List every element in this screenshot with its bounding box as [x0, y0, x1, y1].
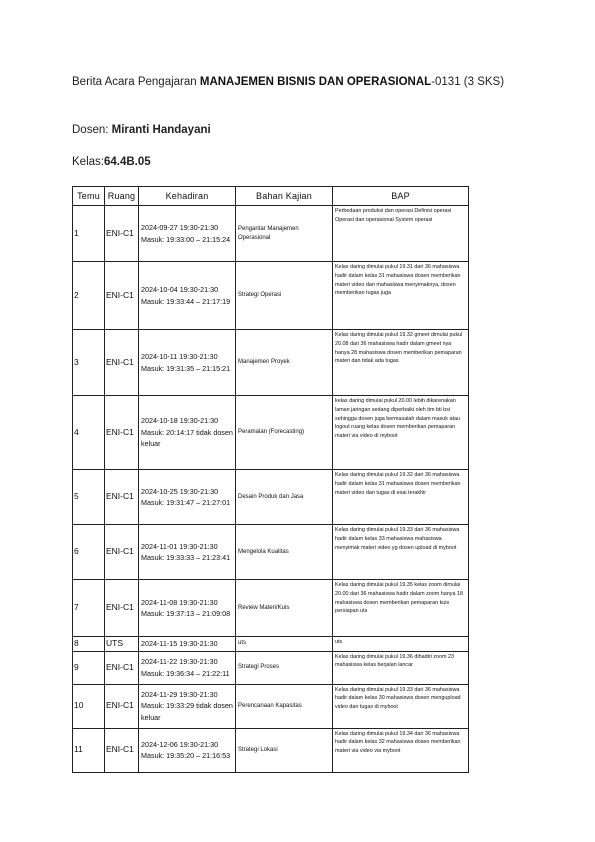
cell-kehadiran: 2024-10-11 19:30-21:30 Masuk: 19:31:35 – 21:15:21: [139, 330, 236, 396]
course-code: -0131 (3 SKS): [431, 76, 505, 88]
cell-temu: 3: [73, 330, 105, 396]
cell-kehadiran: 2024-11-08 19:30-21:30 Masuk: 19:37:13 – 21:09:08: [139, 580, 236, 637]
cell-ruang: ENI-C1: [105, 525, 139, 580]
cell-bahan-kajian: Pengantar Manajemen Operasional: [236, 206, 333, 262]
cell-kehadiran: 2024-11-29 19:30-21:30 Masuk: 19:33:29 tidak dosen keluar: [139, 684, 236, 728]
cell-kehadiran: 2024-11-15 19:30-21:30: [139, 637, 236, 652]
cell-bap: Kelas daring dimulai pukul 19.33 dari 36 mahasiswa hadir dalam kelas 33 mahasiswa mahasiswa menyimak materi video yg dosen upload di myboot: [333, 525, 469, 580]
cell-kehadiran: 2024-09-27 19:30-21:30 Masuk: 19:33:00 – 21:15:24: [139, 206, 236, 262]
cell-bap: Perbedaan produksi dan operasi Definisi operasi Operasi dan operasional System operasi: [333, 206, 469, 262]
cell-kehadiran: 2024-11-01 19:30-21:30 Masuk: 19:33:33 – 21:23:41: [139, 525, 236, 580]
kelas-value: 64.4B.05: [103, 156, 151, 168]
cell-ruang: ENI-C1: [105, 728, 139, 772]
cell-bap: Kelas daring dimulai pukul 19.32 dari 36 mahasiswa hadir dalam kelas 31 mahasiswa dosen memberikan materi video dan tugas di esai terakhir: [333, 470, 469, 525]
cell-bap: Kelas daring dimulai pukul 19.32 gmeet dimulai pukul 20.08 dari 36 mahasiswa hadir dalam gmeet nya hanya 28 mahasiswa dosen memberikan pemaparan materi dan tidak ada tugas: [333, 330, 469, 396]
cell-temu: 5: [73, 470, 105, 525]
cell-ruang: ENI-C1: [105, 262, 139, 330]
header-ruang: Ruang: [105, 187, 139, 206]
cell-bap: Kelas daring dimulai pukul 19.36 dihadiri zoom 23 mahasiswa kelas berjalan lancar: [333, 651, 469, 684]
cell-temu: 10: [73, 684, 105, 728]
table-row: [73, 262, 469, 330]
cell-bap: Kelas daring dimulai pukul 19.35 kelas zoom dimulai 20.00 dari 36 mahasiswa hadir dalam zoom hanya 18 mahasiswa dosen memberikan pemaparan kuis persiapan uts: [333, 580, 469, 637]
table-row: [73, 728, 469, 772]
cell-temu: 7: [73, 580, 105, 637]
cell-bahan-kajian: uts: [236, 637, 333, 652]
cell-bap: kelas daring dimulai pukul 20.00 lebih dikarenakan laman jaringan sedang diperbaiki oleh tim bti bsi sehingga dosen juga bermasalah dalam masuk atau logout ruang kelas dosen memberikan pemaparan materi via video di myboot: [333, 396, 469, 470]
header-temu: Temu: [73, 187, 105, 206]
table-row: [73, 637, 469, 652]
cell-bahan-kajian: Peramalan (Forecasting): [236, 396, 333, 470]
page-title: [72, 74, 522, 91]
cell-bahan-kajian: Strategi Operasi: [236, 262, 333, 330]
table-row: [73, 330, 469, 396]
table-row: [73, 580, 469, 637]
cell-bahan-kajian: Strategi Proses: [236, 651, 333, 684]
cell-ruang: ENI-C1: [105, 580, 139, 637]
cell-bahan-kajian: Desain Produk dan Jasa: [236, 470, 333, 525]
table-row: [73, 525, 469, 580]
cell-ruang: ENI-C1: [105, 206, 139, 262]
cell-kehadiran: 2024-10-25 19:30-21:30 Masuk: 19:31:47 – 21:27:01: [139, 470, 236, 525]
table-row: [73, 206, 469, 262]
dosen-label: Dosen:: [72, 124, 112, 136]
table-row: [73, 470, 469, 525]
cell-temu: 4: [73, 396, 105, 470]
cell-bahan-kajian: Mengelola Kualitas: [236, 525, 333, 580]
course-name: MANAJEMEN BISNIS DAN OPERASIONAL: [199, 76, 432, 88]
kelas-label: Kelas:: [72, 156, 104, 168]
cell-ruang: ENI-C1: [105, 330, 139, 396]
cell-bap: Kelas daring dimulai pukul 19.31 dari 36 mahasiswa hadir dalam kelas 31 mahasiswa dosen memberikan materi video dan mahasiswa menyimaknya, dosen memberikan tugas juga: [333, 262, 469, 330]
kelas-line: [72, 156, 151, 168]
title-prefix: Berita Acara Pengajaran: [72, 76, 200, 88]
cell-bap: uts: [333, 637, 469, 652]
cell-ruang: ENI-C1: [105, 651, 139, 684]
cell-temu: 6: [73, 525, 105, 580]
cell-kehadiran: 2024-11-22 19:30-21:30 Masuk: 19:36:34 – 21:22:11: [139, 651, 236, 684]
cell-bahan-kajian: Review Materi/Kuis: [236, 580, 333, 637]
dosen-line: [72, 124, 211, 136]
table-row: [73, 396, 469, 470]
cell-temu: 8: [73, 637, 105, 652]
table-body: [73, 206, 469, 773]
dosen-name: Miranti Handayani: [111, 124, 211, 136]
table-header-row: [73, 187, 469, 206]
cell-ruang: ENI-C1: [105, 684, 139, 728]
table-row: [73, 684, 469, 728]
cell-kehadiran: 2024-12-06 19:30-21:30 Masuk: 19:35:20 – 21:16:53: [139, 728, 236, 772]
cell-kehadiran: 2024-10-04 19:30-21:30 Masuk: 19:33:44 – 21:17:19: [139, 262, 236, 330]
header-bap: BAP: [333, 187, 469, 206]
cell-bahan-kajian: Manajemen Proyek: [236, 330, 333, 396]
cell-ruang: ENI-C1: [105, 470, 139, 525]
cell-temu: 2: [73, 262, 105, 330]
cell-temu: 1: [73, 206, 105, 262]
cell-temu: 9: [73, 651, 105, 684]
table-row: [73, 651, 469, 684]
cell-ruang: UTS: [105, 637, 139, 652]
cell-kehadiran: 2024-10-18 19:30-21:30 Masuk: 20:14:17 tidak dosen keluar: [139, 396, 236, 470]
header-kehadiran: Kehadiran: [139, 187, 236, 206]
cell-bahan-kajian: Strategi Lokasi: [236, 728, 333, 772]
header-bahan-kajian: Bahan Kajian: [236, 187, 333, 206]
cell-ruang: ENI-C1: [105, 396, 139, 470]
cell-temu: 11: [73, 728, 105, 772]
attendance-table: [72, 186, 469, 773]
cell-bahan-kajian: Perencanaan Kapasitas: [236, 684, 333, 728]
cell-bap: Kelas daring dimulai pukul 19.34 dari 36 mahasiswa hadir dalam kelas 32 mahasiswa dosen memberikan materi via video via myboot: [333, 728, 469, 772]
cell-bap: Kelas daring dimulai pukul 19.33 dari 36 mahasiswa hadir dalam kelas 30 mahasiswa dosen mengupload video dan tugas di myboot: [333, 684, 469, 728]
